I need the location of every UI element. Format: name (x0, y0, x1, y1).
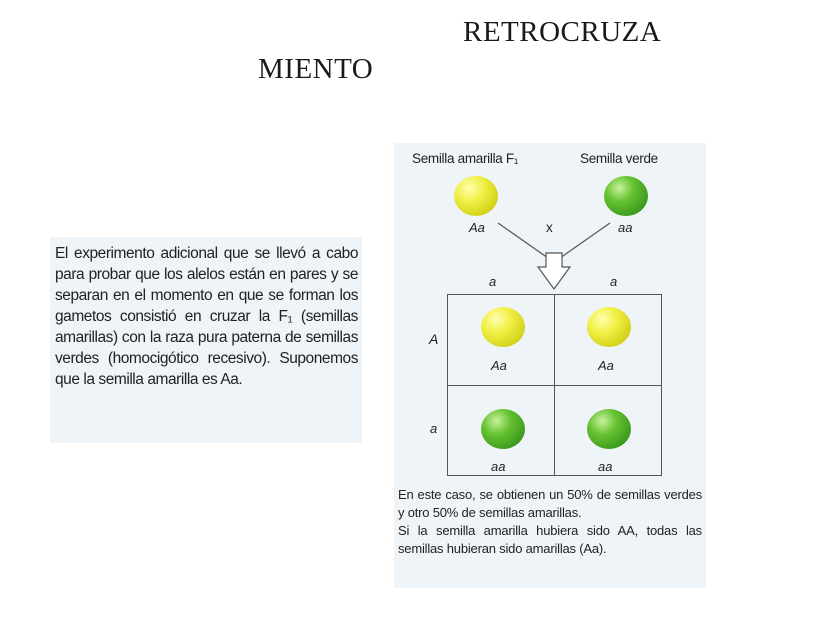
parent-left-genotype: Aa (469, 220, 485, 235)
cell-genotype: Aa (491, 358, 507, 373)
cell-genotype: Aa (598, 358, 614, 373)
slide-title-line1: RETROCRUZA (463, 16, 662, 48)
offspring-green-seed (481, 409, 525, 449)
cell-genotype: aa (491, 459, 506, 474)
slide-title-line2: MIENTO (258, 53, 374, 85)
cell-genotype: aa (598, 459, 613, 474)
offspring-yellow-seed (481, 307, 525, 347)
caption-line-2: Si la semilla amarilla hubiera sido AA, todas las semillas hubieran sido amarillas (Aa). (398, 523, 702, 556)
row-gamete-1: A (429, 331, 439, 347)
punnett-figure (394, 143, 706, 588)
description-text: El experimento adicional que se llevó a cabo para probar que los alelos están en pares y se separan en el momento en que se forman los gametos consistió en cruzar la F₁ (semillas amarillas) con la raza pura paterna de semillas verdes (homocigótico recesivo). Suponemos que la semilla amarilla es Aa. (55, 245, 358, 388)
figure-caption (398, 486, 702, 558)
caption-line-1: En este caso, se obtienen un 50% de semillas verdes y otro 50% de semillas amarillas. (398, 487, 702, 520)
offspring-yellow-seed (587, 307, 631, 347)
punnett-cell (554, 385, 662, 476)
col-gamete-1: a (489, 274, 497, 289)
parent-left-label: Semilla amarilla F₁ (412, 151, 519, 166)
parent-right-label: Semilla verde (580, 151, 658, 166)
offspring-green-seed (587, 409, 631, 449)
cross-arrow-icon (394, 143, 706, 303)
description-panel (50, 237, 362, 443)
punnett-cell (554, 294, 662, 386)
row-gamete-2: a (430, 421, 438, 436)
parent-right-genotype: aa (618, 220, 633, 235)
punnett-cell (447, 385, 555, 476)
punnett-cell (447, 294, 555, 386)
cross-symbol: x (546, 220, 553, 235)
col-gamete-2: a (610, 274, 618, 289)
